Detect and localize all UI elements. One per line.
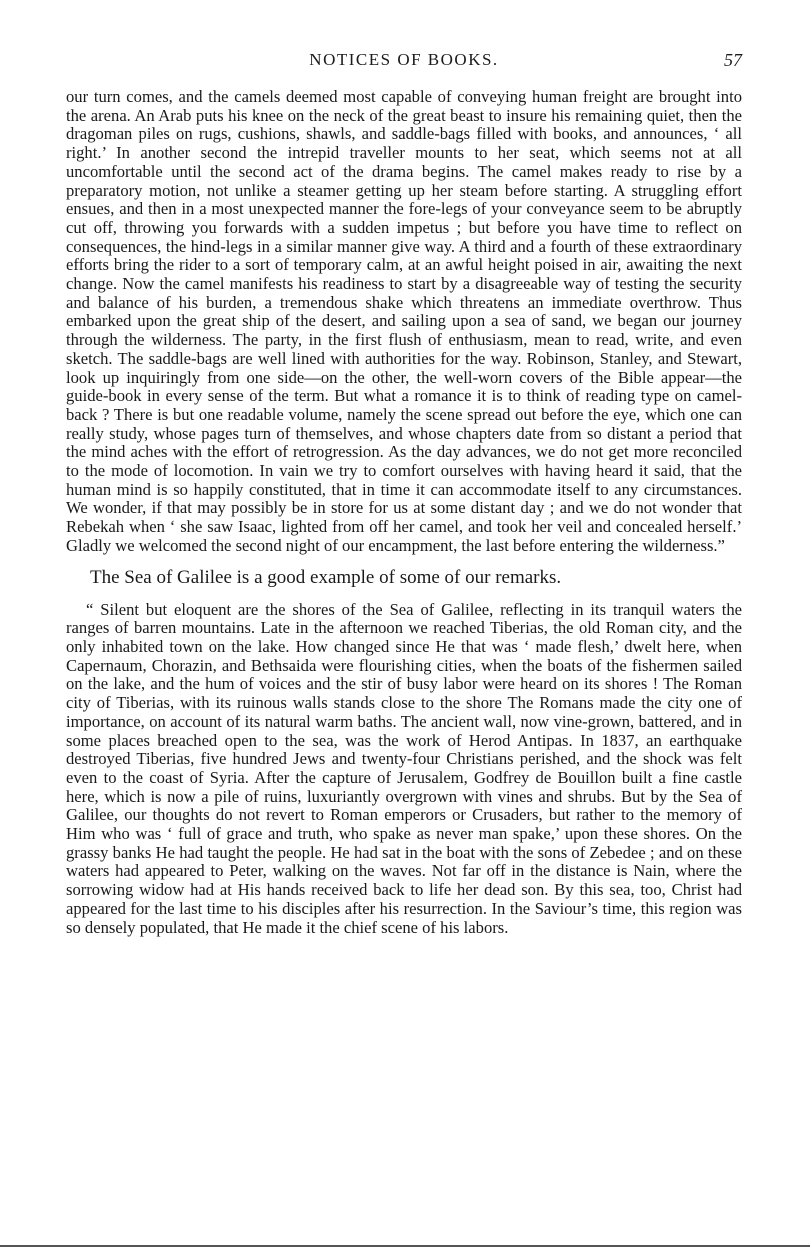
running-title: NOTICES OF BOOKS. (309, 50, 499, 69)
body-text (66, 88, 742, 937)
bottom-rule (0, 1245, 810, 1247)
sea-of-galilee-intro: The Sea of Galilee is a good example of some of our remarks. (90, 566, 562, 588)
camel-journey-paragraph: our turn comes, and the camels deemed most capable of conveying human freight are brought into the arena. An Arab puts his knee on the neck of the great beast to insure his remaining quiet, then the dragoman piles on rugs, cushions, shawls, and saddle-bags filled with books, and announces, ‘ all right.’ In another second the intrepid traveller mounts to her seat, which seems not at all uncomfortable until the second act of the drama begins. The camel makes ready to rise by a preparatory motion, not unlike a steamer getting up her steam before starting. A struggling effort ensues, and then in a most unexpected manner the fore-legs of your conveyance seem to be abruptly cut off, throwing you forwards with a sudden impetus ; but before you have time to reflect on consequences, the hind-legs in a similar manner give way. A third and a fourth of these extraordinary efforts bring the rider to a sort of temporary calm, at an awful height poised in air, awaiting the next change. Now the camel manifests his readiness to start by a disagreeable way of testing the security and balance of his burden, a tremendous shake which threatens an immediate overthrow. Thus embarked upon the great ship of the desert, and sailing upon a sea of sand, we began our journey through the wilderness. The party, in the first flush of enthusiasm, mean to read, write, and even sketch. The saddle-bags are well lined with authorities for the way. Robinson, Stanley, and Stewart, look up inquiringly from one side—on the other, the well-worn covers of the Bible appear—the guide-book in every sense of the term. But what a romance it is to think of reading type on camel-back ? There is but one readable volume, namely the scene spread out before the eye, which one can really study, whose pages turn of themselves, and whose chapters date from so distant a period that the mind aches with the effort of retrogression. As the day advances, we do not get more reconciled to the mode of locomotion. In vain we try to comfort ourselves with having heard it said, that the human mind is so happily constituted, that in time it can accommodate itself to any circumstances. We wonder, if that may possibly be in store for us at some distant day ; and we do not wonder that Rebekah when ‘ she saw Isaac, lighted from off her camel, and took her veil and concealed herself.’ Gladly we welcomed the second night of our encampment, the last before entering the wilderness.” (66, 87, 742, 555)
running-head (66, 50, 742, 72)
sea-of-galilee-paragraph: “ Silent but eloquent are the shores of the Sea of Galilee, reflecting in its tranquil waters the ranges of barren mountains. Late in the afternoon we reached Tiberias, the old Roman city, and the only inhabited town on the lake. How changed since He that was ‘ made flesh,’ dwelt here, when Capernaum, Chorazin, and Bethsaida were flourishing cities, when the boats of the fishermen sailed on the lake, and the hum of voices and the stir of busy labor were heard on its shores ! The Roman city of Tiberias, with its ruinous walls stands close to the shore The Romans made the city one of importance, on account of its natural warm baths. The ancient wall, now vine-grown, battered, and in some places breached open to the sea, was the work of Herod Antipas. In 1837, an earthquake destroyed Tiberias, five hundred Jews and twenty-four Christians perished, and the shock was felt even to the coast of Syria. After the capture of Jerusalem, Godfrey de Bouillon built a fine castle here, which is now a pile of ruins, luxuriantly overgrown with vines and shrubs. But by the Sea of Galilee, our thoughts do not revert to Roman emperors or Crusaders, but rather to the memory of Him who was ‘ full of grace and truth, who spake as never man spake,’ upon these shores. On the grassy banks He had taught the people. He had sat in the boat with the sons of Zebedee ; and on these waters had appeared to Peter, walking on the waves. Not far off in the distance is Nain, where the sorrowing widow had at His hands received back to life her dead son. By this sea, too, Christ had appeared for the last time to his disciples after his resurrection. In the Saviour’s time, this region was so densely populated, that He made it the chief scene of his labors. (66, 599, 742, 937)
page-number: 57 (724, 50, 742, 70)
